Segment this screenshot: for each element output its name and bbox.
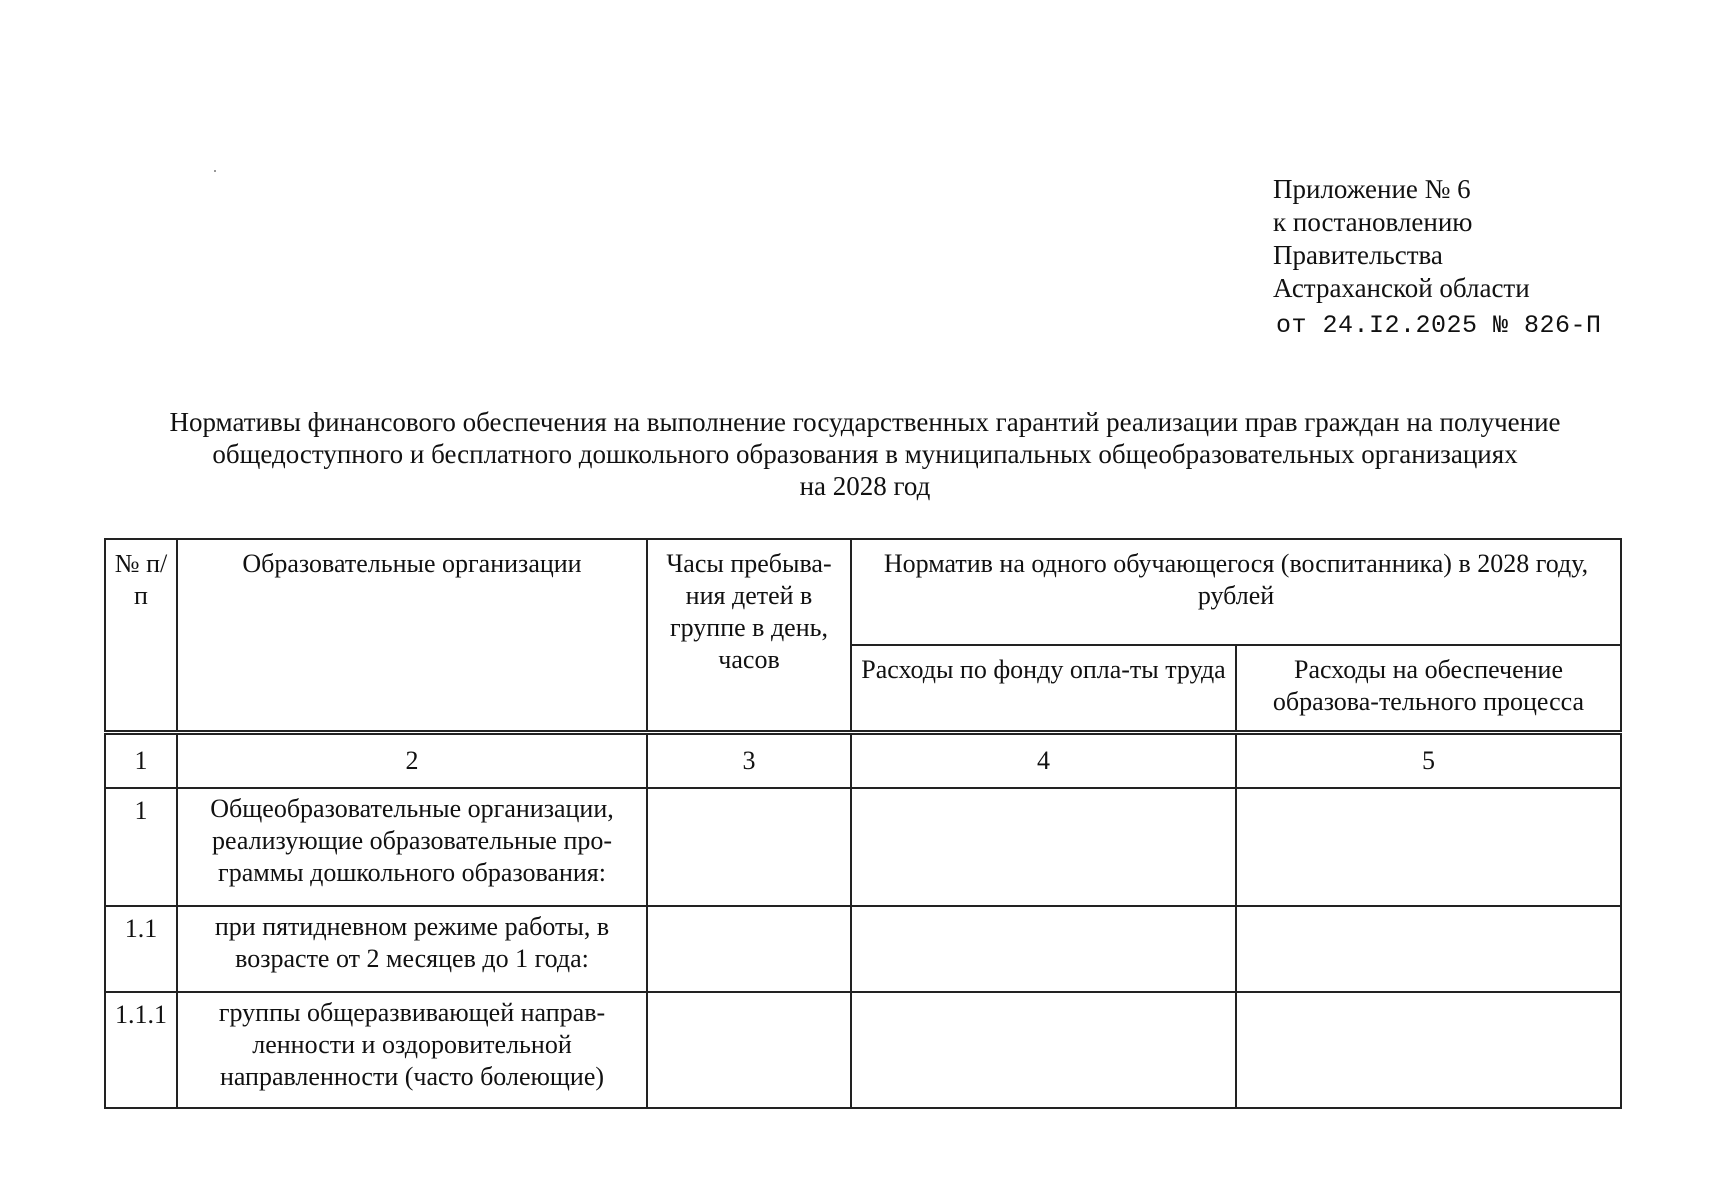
column-index: 4: [851, 733, 1236, 789]
column-index: 5: [1236, 733, 1621, 789]
header-payroll-costs: Расходы по фонду опла-ты труда: [851, 645, 1236, 733]
table-row: [105, 788, 1621, 906]
row-payroll: [851, 906, 1236, 992]
row-hours: [647, 906, 851, 992]
appendix-authority: Правительства: [1273, 240, 1443, 270]
column-index: 1: [105, 733, 177, 789]
column-index: 3: [647, 733, 851, 789]
row-payroll: [851, 992, 1236, 1108]
header-number: № п/п: [105, 539, 177, 733]
table-row: [105, 906, 1621, 992]
row-number: 1.1.1: [105, 992, 177, 1108]
norms-table-wrapper: [104, 538, 1622, 1109]
row-hours: [647, 788, 851, 906]
row-hours: [647, 992, 851, 1108]
header-norm: Норматив на одного обучающегося (воспитанника) в 2028 году, рублей: [851, 539, 1621, 645]
appendix-block: [1273, 173, 1602, 342]
row-payroll: [851, 788, 1236, 906]
row-organization: при пятидневном режиме работы, в возрасте от 2 месяцев до 1 года:: [177, 906, 647, 992]
header-hours: Часы пребыва-ния детей в группе в день, часов: [647, 539, 851, 733]
scan-speck: [214, 170, 216, 172]
row-organization: группы общеразвивающей направ-ленности и оздоровительной направленности (часто болеющие): [177, 992, 647, 1108]
title-line-1: Нормативы финансового обеспечения на выполнение государственных гарантий реализации прав граждан на получение: [169, 407, 1561, 437]
appendix-ref: к постановлению: [1273, 207, 1473, 237]
appendix-date-stamp: от 24.I2.2025 № 826-П: [1276, 311, 1602, 340]
header-organizations: Образовательные организации: [177, 539, 647, 733]
document-title: [100, 406, 1630, 502]
row-education: [1236, 788, 1621, 906]
column-index: 2: [177, 733, 647, 789]
title-line-2: общедоступного и бесплатного дошкольного образования в муниципальных общеобразовательных организациях: [212, 439, 1518, 469]
norms-table: [104, 538, 1622, 1109]
column-index-row: [105, 733, 1621, 789]
row-education: [1236, 992, 1621, 1108]
row-organization: Общеобразовательные организации, реализующие образовательные про-граммы дошкольного образования:: [177, 788, 647, 906]
row-number: 1.1: [105, 906, 177, 992]
row-number: 1: [105, 788, 177, 906]
table-row: [105, 992, 1621, 1108]
table-header-row: [105, 539, 1621, 645]
appendix-region: Астраханской области: [1273, 273, 1530, 303]
appendix-number: Приложение № 6: [1273, 174, 1471, 204]
title-line-3: на 2028 год: [799, 471, 931, 501]
header-education-costs: Расходы на обеспечение образова-тельного процесса: [1236, 645, 1621, 733]
row-education: [1236, 906, 1621, 992]
